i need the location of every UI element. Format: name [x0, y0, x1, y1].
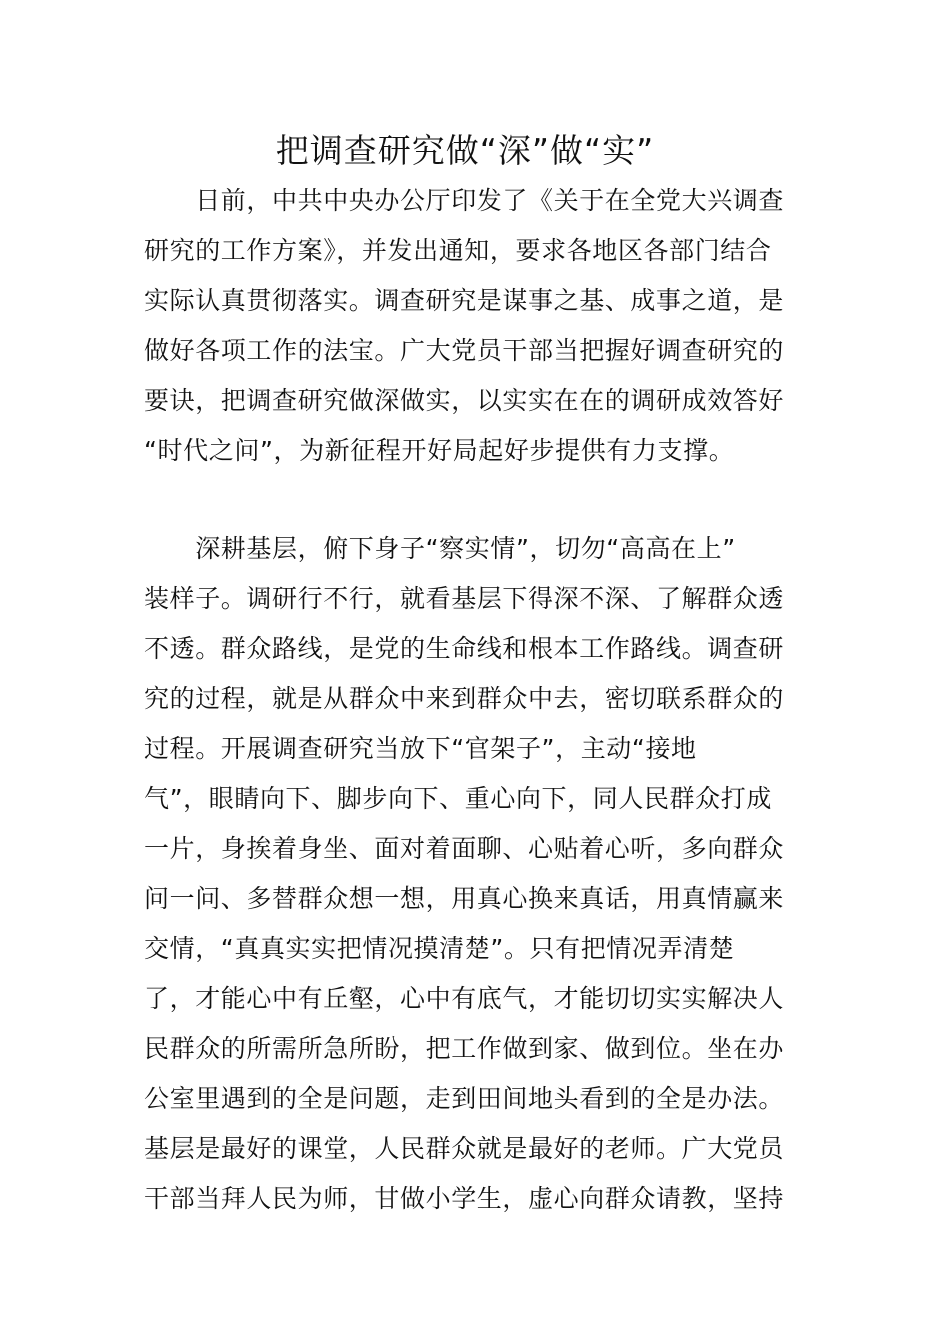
text-line: 民群众的所需所急所盼，把工作做到家、做到位。坐在办 — [144, 1034, 785, 1063]
text-line: 要诀，把调查研究做深做实，以实实在在的调研成效答好 — [144, 386, 785, 415]
text-line: 问一问、多替群众想一想，用真心换来真话，用真情赢来 — [144, 884, 785, 913]
text-line: 研究的工作方案》，并发出通知，要求各地区各部门结合 — [144, 236, 772, 265]
text-line: 公室里遇到的全是问题，走到田间地头看到的全是办法。 — [144, 1084, 785, 1113]
text-line: 基层是最好的课堂，人民群众就是最好的老师。广大党员 — [144, 1134, 785, 1163]
text-line: 过程。开展调查研究当放下“官架子”，主动“接地 — [144, 734, 697, 763]
text-line: 交情，“真真实实把情况摸清楚”。只有把情况弄清楚 — [144, 934, 735, 963]
text-line: “时代之问”，为新征程开好局起好步提供有力支撑。 — [144, 436, 735, 465]
text-line: 干部当拜人民为师，甘做小学生，虚心向群众请教，坚持 — [144, 1184, 785, 1213]
text-line: 深耕基层，俯下身子“察实情”，切勿“高高在上” — [144, 534, 736, 563]
text-line: 一片，身挨着身坐、面对着面聊、心贴着心听，多向群众 — [144, 834, 785, 863]
text-line: 气”，眼睛向下、脚步向下、重心向下，同人民群众打成 — [144, 784, 772, 813]
paragraph-1 — [144, 176, 824, 476]
text-line: 实际认真贯彻落实。调查研究是谋事之基、成事之道，是 — [144, 286, 785, 315]
document-title: 把调查研究做“深”做“实” — [275, 131, 655, 170]
text-line: 不透。群众路线，是党的生命线和根本工作路线。调查研 — [144, 634, 785, 663]
text-line: 日前，中共中央办公厅印发了《关于在全党大兴调查 — [144, 186, 785, 215]
text-line: 究的过程，就是从群众中来到群众中去，密切联系群众的 — [144, 684, 785, 713]
text-line: 做好各项工作的法宝。广大党员干部当把握好调查研究的 — [144, 336, 785, 365]
text-line: 装样子。调研行不行，就看基层下得深不深、了解群众透 — [144, 584, 785, 613]
paragraph-2 — [144, 524, 824, 1224]
text-line: 了，才能心中有丘壑，心中有底气，才能切切实实解决人 — [144, 984, 785, 1013]
